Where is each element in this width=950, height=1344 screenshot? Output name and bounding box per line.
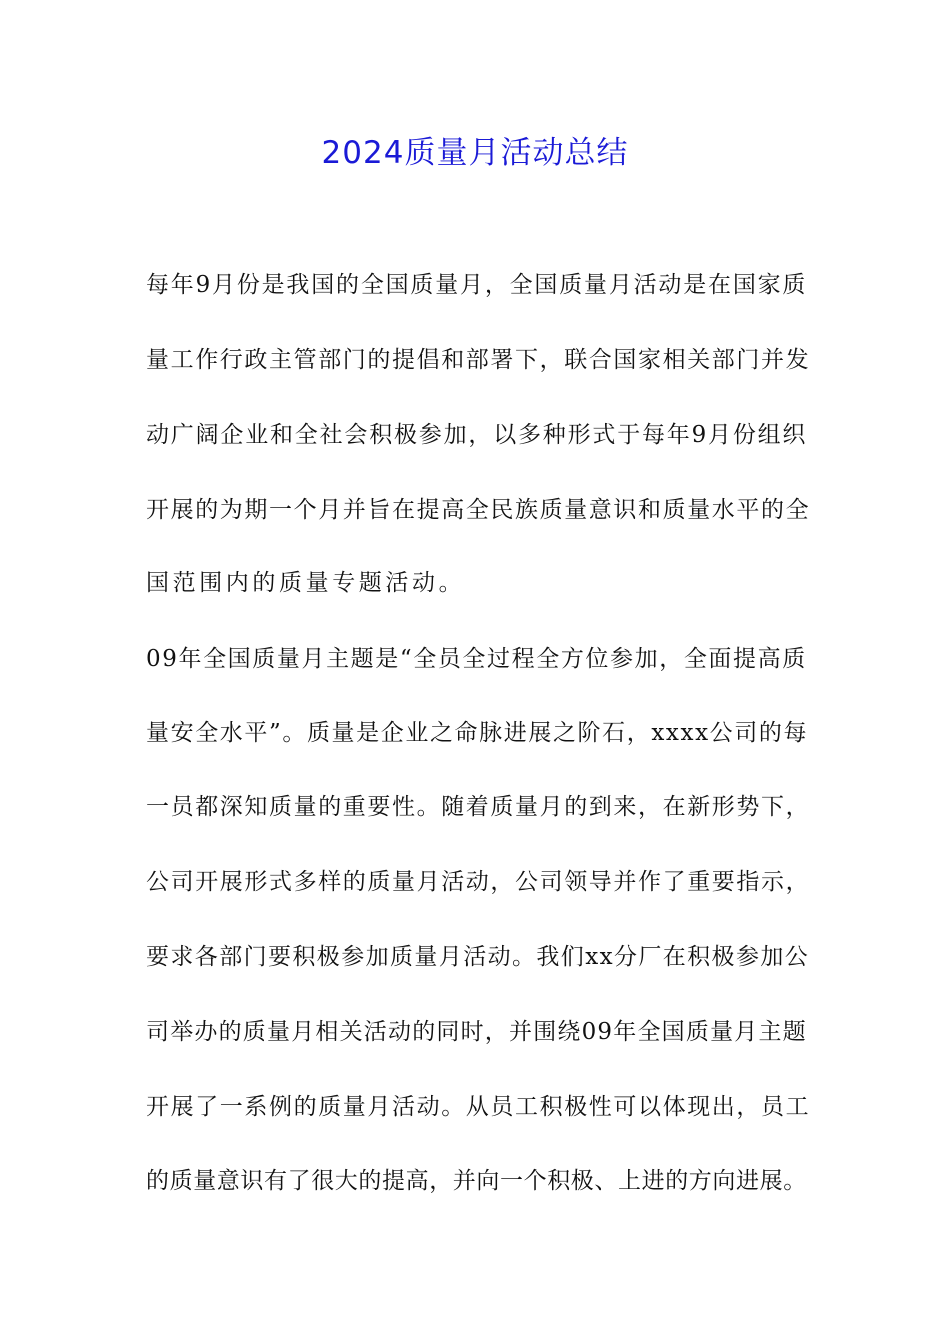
paragraph-line: 国范围内的质量专题活动。 [146, 570, 466, 596]
paragraph-line: 量安全水平”。质量是企业之命脉进展之阶石，xxxx公司的每 [146, 720, 809, 746]
paragraph-line: 开展的为期一个月并旨在提高全民族质量意识和质量水平的全 [146, 497, 811, 523]
paragraph-line: 的质量意识有了很大的提高，并向一个积极、上进的方向进展。 [146, 1168, 807, 1194]
paragraph-line: 一员都深知质量的重要性。随着质量月的到来，在新形势下， [146, 794, 811, 820]
paragraph-line: 动广阔企业和全社会积极参加，以多种形式于每年9月份组织 [146, 422, 808, 448]
paragraph-line: 09年全国质量月主题是“全员全过程全方位参加，全面提高质 [146, 646, 807, 672]
paragraph-line: 每年9月份是我国的全国质量月，全国质量月活动是在国家质 [146, 272, 808, 298]
document-title: 2024质量月活动总结 [321, 135, 629, 171]
paragraph-line: 司举办的质量月相关活动的同时，并围绕09年全国质量月主题 [146, 1019, 807, 1045]
paragraph-line: 开展了一系例的质量月活动。从员工积极性可以体现出，员工 [146, 1094, 811, 1120]
paragraph-line: 要求各部门要积极参加质量月活动。我们xx分厂在积极参加公 [146, 944, 810, 970]
paragraph-line: 公司开展形式多样的质量月活动，公司领导并作了重要指示， [146, 869, 811, 895]
paragraph-line: 量工作行政主管部门的提倡和部署下，联合国家相关部门并发 [146, 347, 811, 373]
